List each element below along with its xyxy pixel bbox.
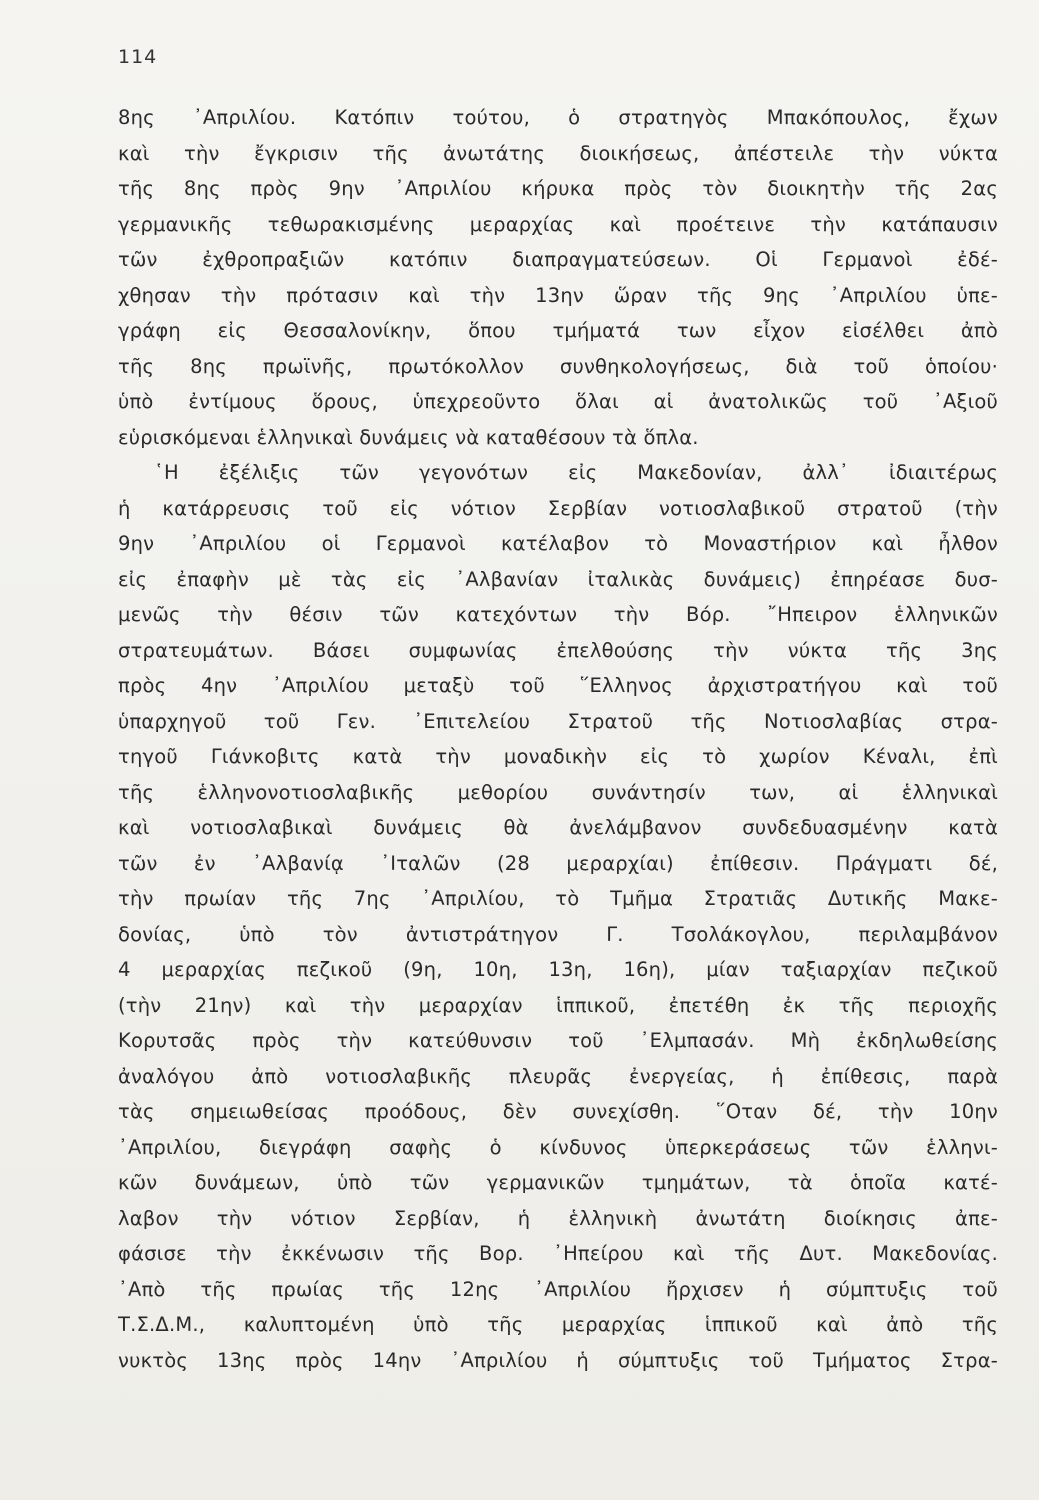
text-line: (τὴν 21ην) καὶ τὴν μεραρχίαν ἱππικοῦ, ἐπετέθη ἐκ τῆς περιοχῆς [118, 993, 998, 1017]
text-line: τῶν ἐχθροπραξιῶν κατόπιν διαπραγματεύσεων. Οἱ Γερμανοὶ ἐδέ- [118, 248, 998, 271]
text-line: 8ης ᾽Απριλίου. Κατόπιν τούτου, ὁ στρατηγὸς Μπακόπουλος, ἔχων [118, 106, 998, 129]
text-line: λαβον τὴν νότιον Σερβίαν, ἡ ἑλληνικὴ ἀνωτάτη διοίκησις ἀπε- [118, 1206, 998, 1230]
text-line: 4 μεραρχίας πεζικοῦ (9η, 10η, 13η, 16η), μίαν ταξιαρχίαν πεζικοῦ [118, 958, 998, 981]
text-line: ᾽Απριλίου, διεγράφη σαφὴς ὁ κίνδυνος ὑπερκεράσεως τῶν ἑλληνι- [118, 1135, 998, 1159]
text-line: γερμανικῆς τεθωρακισμένης μεραρχίας καὶ προέτεινε τὴν κατάπαυσιν [118, 212, 998, 236]
text-line: γράφη εἰς Θεσσαλονίκην, ὅπου τμήματά των εἶχον εἰσέλθει ἀπὸ [118, 319, 998, 342]
text-line: εἰς ἐπαφὴν μὲ τὰς εἰς ᾽Αλβανίαν ἰταλικὰς δυνάμεις) ἐπηρέασε δυσ- [118, 567, 998, 591]
text-line: μενῶς τὴν θέσιν τῶν κατεχόντων τὴν Βόρ. ῎Ηπειρον ἑλληνικῶν [118, 603, 998, 626]
text-line: νυκτὸς 13ης πρὸς 14ην ᾽Απριλίου ἡ σύμπτυξις τοῦ Τμήματος Στρα- [118, 1348, 998, 1372]
text-line: 9ην ᾽Απριλίου οἱ Γερμανοὶ κατέλαβον τὸ Μοναστήριον καὶ ἦλθον [118, 532, 998, 555]
text-line: πρὸς 4ην ᾽Απριλίου μεταξὺ τοῦ ῞Ελληνος ἀρχιστρατήγου καὶ τοῦ [118, 674, 998, 697]
text-line: ἀναλόγου ἀπὸ νοτιοσλαβικῆς πλευρᾶς ἐνεργείας, ἡ ἐπίθεσις, παρὰ [118, 1064, 998, 1088]
text-line: τῆς ἑλληνονοτιοσλαβικῆς μεθορίου συνάντησίν των, αἱ ἑλληνικαὶ [118, 780, 998, 804]
text-line: ῾Η ἐξέλιξις τῶν γεγονότων εἰς Μακεδονίαν, ἀλλ᾽ ἰδιαιτέρως [154, 461, 998, 484]
text-line: τὰς σημειωθείσας προόδους, δὲν συνεχίσθη. ῞Οταν δέ, τὴν 10ην [118, 1100, 998, 1123]
text-line: καὶ τὴν ἔγκρισιν τῆς ἀνωτάτης διοικήσεως, ἀπέστειλε τὴν νύκτα [118, 141, 998, 165]
text-line: ᾽Απὸ τῆς πρωίας τῆς 12ης ᾽Απριλίου ἤρχισεν ἡ σύμπτυξις τοῦ [118, 1277, 998, 1301]
body-text [118, 100, 998, 1378]
text-line: τῶν ἐν ᾽Αλβανίᾳ ᾽Ιταλῶν (28 μεραρχίαι) ἐπίθεσιν. Πράγματι δέ, [118, 851, 998, 875]
page-number: 114 [118, 46, 158, 68]
text-line: τηγοῦ Γιάνκοβιτς κατὰ τὴν μοναδικὴν εἰς τὸ χωρίον Κέναλι, ἐπὶ [118, 745, 998, 768]
text-line: εὑρισκόμεναι ἑλληνικαὶ δυνάμεις νὰ καταθέσουν τὰ ὅπλα. [118, 425, 699, 449]
text-line: ὑπαρχηγοῦ τοῦ Γεν. ᾽Επιτελείου Στρατοῦ τῆς Νοτιοσλαβίας στρα- [118, 709, 998, 733]
text-line: κῶν δυνάμεων, ὑπὸ τῶν γερμανικῶν τμημάτων, τὰ ὁποῖα κατέ- [118, 1171, 998, 1194]
text-line: Τ.Σ.Δ.Μ., καλυπτομένη ὑπὸ τῆς μεραρχίας ἱππικοῦ καὶ ἀπὸ τῆς [118, 1313, 998, 1336]
text-line: ἡ κατάρρευσις τοῦ εἰς νότιον Σερβίαν νοτιοσλαβικοῦ στρατοῦ (τὴν [118, 496, 998, 520]
text-line: χθησαν τὴν πρότασιν καὶ τὴν 13ην ὥραν τῆς 9ης ᾽Απριλίου ὑπε- [118, 283, 998, 307]
text-line: τῆς 8ης πρὸς 9ην ᾽Απριλίου κήρυκα πρὸς τὸν διοικητὴν τῆς 2ας [118, 177, 998, 200]
text-line: καὶ νοτιοσλαβικαὶ δυνάμεις θὰ ἀνελάμβανον συνδεδυασμένην κατὰ [118, 816, 998, 839]
text-line: Κορυτσᾶς πρὸς τὴν κατεύθυνσιν τοῦ ᾽Ελμπασάν. Μὴ ἐκδηλωθείσης [118, 1029, 998, 1052]
text-line: ὑπὸ ἐντίμους ὅρους, ὑπεχρεοῦντο ὅλαι αἱ ἀνατολικῶς τοῦ ᾽Αξιοῦ [118, 390, 998, 413]
text-line: τὴν πρωίαν τῆς 7ης ᾽Απριλίου, τὸ Τμῆμα Στρατιᾶς Δυτικῆς Μακε- [118, 887, 998, 910]
text-line: φάσισε τὴν ἐκκένωσιν τῆς Βορ. ᾽Ηπείρου καὶ τῆς Δυτ. Μακεδονίας. [118, 1242, 998, 1265]
text-line: δονίας, ὑπὸ τὸν ἀντιστράτηγον Γ. Τσολάκογλου, περιλαμβάνον [118, 922, 998, 946]
text-line: τῆς 8ης πρωϊνῆς, πρωτόκολλον συνθηκολογήσεως, διὰ τοῦ ὁποίου· [118, 354, 998, 378]
text-line: στρατευμάτων. Βάσει συμφωνίας ἐπελθούσης τὴν νύκτα τῆς 3ης [118, 638, 998, 662]
